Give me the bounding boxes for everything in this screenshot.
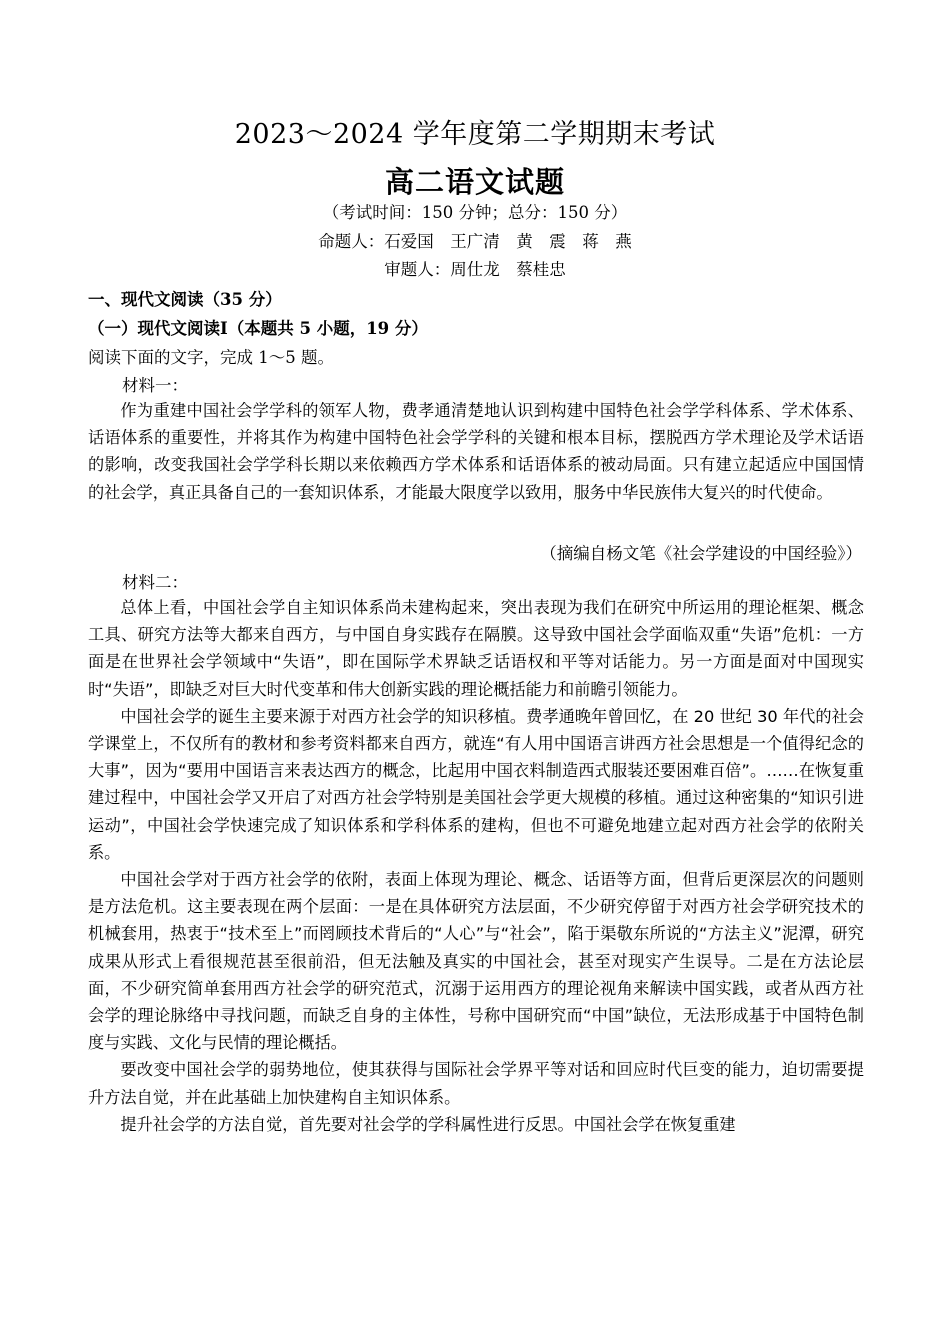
material1-body [88, 397, 864, 506]
material1-source: （摘编自杨文笔《社会学建设的中国经验》） [540, 544, 862, 563]
reviewers: 审题人：周仕龙 蔡桂忠 [384, 260, 566, 279]
material2-body [88, 594, 864, 1138]
section-subheading: （一）现代文阅读Ⅰ（本题共 5 小题，19 分） [88, 319, 428, 338]
material1-label: 材料一： [122, 376, 188, 395]
material1-paragraph: 作为重建中国社会学学科的领军人物，费孝通清楚地认识到构建中国特色社会学学科体系、学术体系、话语体系的重要性，并将其作为构建中国特色社会学学科的关键和根本目标，摆脱西方学术理论及学术话语的影响，改变我国社会学学科长期以来依赖西方学术体系和话语体系的被动局面。只有建立起适应中国国情的社会学，真正具备自己的一套知识体系，才能最大限度学以致用，服务中华民族伟大复兴的时代使命。 [88, 401, 864, 502]
material2-paragraph: 中国社会学对于西方社会学的依附，表面上体现为理论、概念、话语等方面，但背后更深层次的问题则是方法危机。这主要表现在两个层面：一是在具体研究方法层面，不少研究停留于对西方社会学研究技术的机械套用，热衷于“技术至上”而罔顾技术背后的“人心”与“社会”，陷于渠敬东所说的“方法主义”泥潭，研究成果从形式上看很规范甚至很前沿，但无法触及真实的中国社会，甚至对现实产生误导。二是在方法论层面，不少研究简单套用西方社会学的研究范式，沉溺于运用西方的理论视角来解读中国实践，或者从西方社会学的理论脉络中寻找问题，而缺乏自身的主体性，号称中国研究而“中国”缺位，无法形成基于中国特色制度与实践、文化与民情的理论概括。 [88, 870, 864, 1053]
material2-label: 材料二： [122, 573, 188, 592]
material2-paragraph: 要改变中国社会学的弱势地位，使其获得与国际社会学界平等对话和回应时代巨变的能力，迫切需要提升方法自觉，并在此基础上加快建构自主知识体系。 [88, 1060, 864, 1107]
material2-paragraph: 提升社会学的方法自觉，首先要对社会学的学科属性进行反思。中国社会学在恢复重建 [120, 1114, 736, 1134]
exam-title: 2023～2024 学年度第二学期期末考试 [234, 119, 716, 150]
exam-info: （考试时间：150 分钟；总分：150 分） [322, 203, 628, 222]
subject-title: 高二语文试题 [384, 165, 565, 199]
material2-paragraph: 总体上看，中国社会学自主知识体系尚未建构起来，突出表现为我们在研究中所运用的理论框架、概念工具、研究方法等大都来自西方，与中国自身实践存在隔膜。这导致中国社会学面临双重“失语”危机：一方面是在世界社会学领域中“失语”，即在国际学术界缺乏话语权和平等对话能力。另一方面是面对中国现实时“失语”，即缺乏对巨大时代变革和伟大创新实践的理论概括能力和前瞻引领能力。 [88, 598, 864, 699]
section-heading: 一、现代文阅读（35 分） [88, 290, 282, 309]
setters: 命题人：石爱国 王广清 黄 震 蒋 燕 [318, 232, 632, 251]
material2-paragraph: 中国社会学的诞生主要来源于对西方社会学的知识移植。费孝通晚年曾回忆，在 20 世纪 30 年代的社会学课堂上，不仅所有的教材和参考资料都来自西方，就连“有人用中国语言讲西方社会思想是一个值得纪念的大事”，因为“要用中国语言来表达西方的概念，比起用中国衣料制造西式服装还要困难百倍”。……在恢复重建过程中，中国社会学又开启了对西方社会学特别是美国社会学更大规模的移植。通过这种密集的“知识引进运动”，中国社会学快速完成了知识体系和学科体系的建构，但也不可避免地建立起对西方社会学的依附关系。 [88, 706, 864, 862]
instruction: 阅读下面的文字，完成 1～5 题。 [88, 348, 334, 367]
